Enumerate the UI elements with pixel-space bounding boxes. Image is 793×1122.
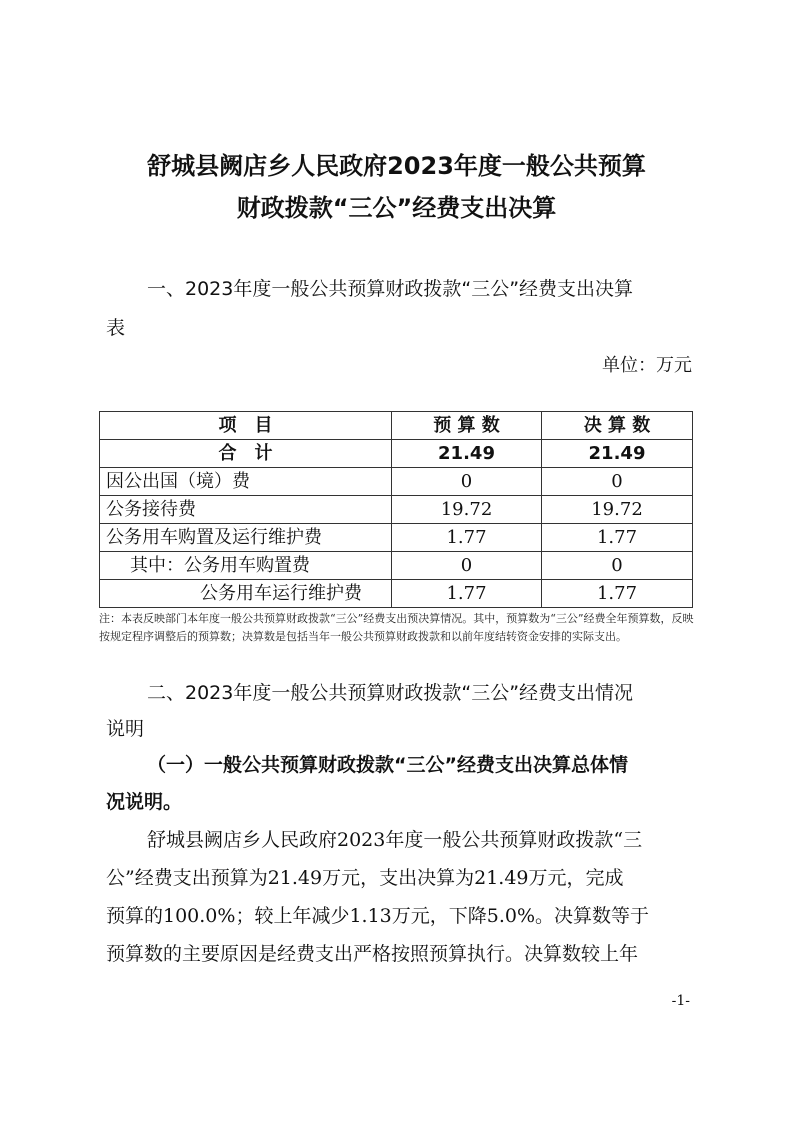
row-final: 1.77 <box>542 524 693 552</box>
section2-heading-line-1: 二、2023年度一般公共预算财政拨款“三公”经费支出情况 <box>147 682 634 704</box>
document-title-line-1: 舒城县阙店乡人民政府2023年度一般公共预算 <box>147 152 646 180</box>
total-final: 21.49 <box>542 440 693 468</box>
row-budget: 0 <box>392 552 542 580</box>
subsection1-heading-line-2: 况说明。 <box>106 791 183 813</box>
table-row <box>100 524 693 552</box>
table-row <box>100 496 693 524</box>
total-budget: 21.49 <box>392 440 542 468</box>
page-number: -1- <box>671 993 690 1009</box>
unit-label: 单位：万元 <box>602 355 692 376</box>
row-label: 其中：公务用车购置费 <box>100 552 392 580</box>
row-label: 公务用车运行维护费 <box>100 580 392 608</box>
table-footnote: 注：本表反映部门本年度一般公共预算财政拨款“三公”经费支出预决算情况。其中，预算数为“三公”经费全年预算数，反映按规定程序调整后的预算数；决算数是包括当年一般公共预算财政拨款和以前年度结转资金安排的实际支出。 <box>99 612 694 643</box>
total-label: 合 计 <box>100 440 392 468</box>
paragraph-line-3: 预算的100.0%；较上年减少1.13万元，下降5.0%。决算数等于 <box>106 905 650 927</box>
row-final: 0 <box>542 552 693 580</box>
row-budget: 19.72 <box>392 496 542 524</box>
row-label: 公务接待费 <box>100 496 392 524</box>
row-final: 1.77 <box>542 580 693 608</box>
row-final: 0 <box>542 468 693 496</box>
three-public-expenses-table <box>99 411 693 608</box>
section1-heading-line-2: 表 <box>106 317 126 339</box>
table-total-row <box>100 440 693 468</box>
table-row <box>100 580 693 608</box>
column-header-final: 决 算 数 <box>542 412 693 440</box>
table-row <box>100 552 693 580</box>
section2-heading-line-2: 说明 <box>106 718 145 740</box>
row-budget: 1.77 <box>392 524 542 552</box>
row-budget: 1.77 <box>392 580 542 608</box>
column-header-budget: 预 算 数 <box>392 412 542 440</box>
row-budget: 0 <box>392 468 542 496</box>
column-header-item: 项 目 <box>100 412 392 440</box>
paragraph-line-2: 公”经费支出预算为21.49万元，支出决算为21.49万元，完成 <box>106 867 624 889</box>
subsection1-heading-line-1: （一）一般公共预算财政拨款“三公”经费支出决算总体情 <box>147 754 628 776</box>
document-title-line-2: 财政拨款“三公”经费支出决算 <box>236 194 557 222</box>
table-row <box>100 468 693 496</box>
row-label: 公务用车购置及运行维护费 <box>100 524 392 552</box>
table-header-row <box>100 412 693 440</box>
paragraph-line-4: 预算数的主要原因是经费支出严格按照预算执行。决算数较上年 <box>106 943 639 965</box>
section1-heading-line-1: 一、2023年度一般公共预算财政拨款“三公”经费支出决算 <box>147 278 634 300</box>
row-label: 因公出国（境）费 <box>100 468 392 496</box>
paragraph-line-1: 舒城县阙店乡人民政府2023年度一般公共预算财政拨款“三 <box>147 829 643 851</box>
row-final: 19.72 <box>542 496 693 524</box>
